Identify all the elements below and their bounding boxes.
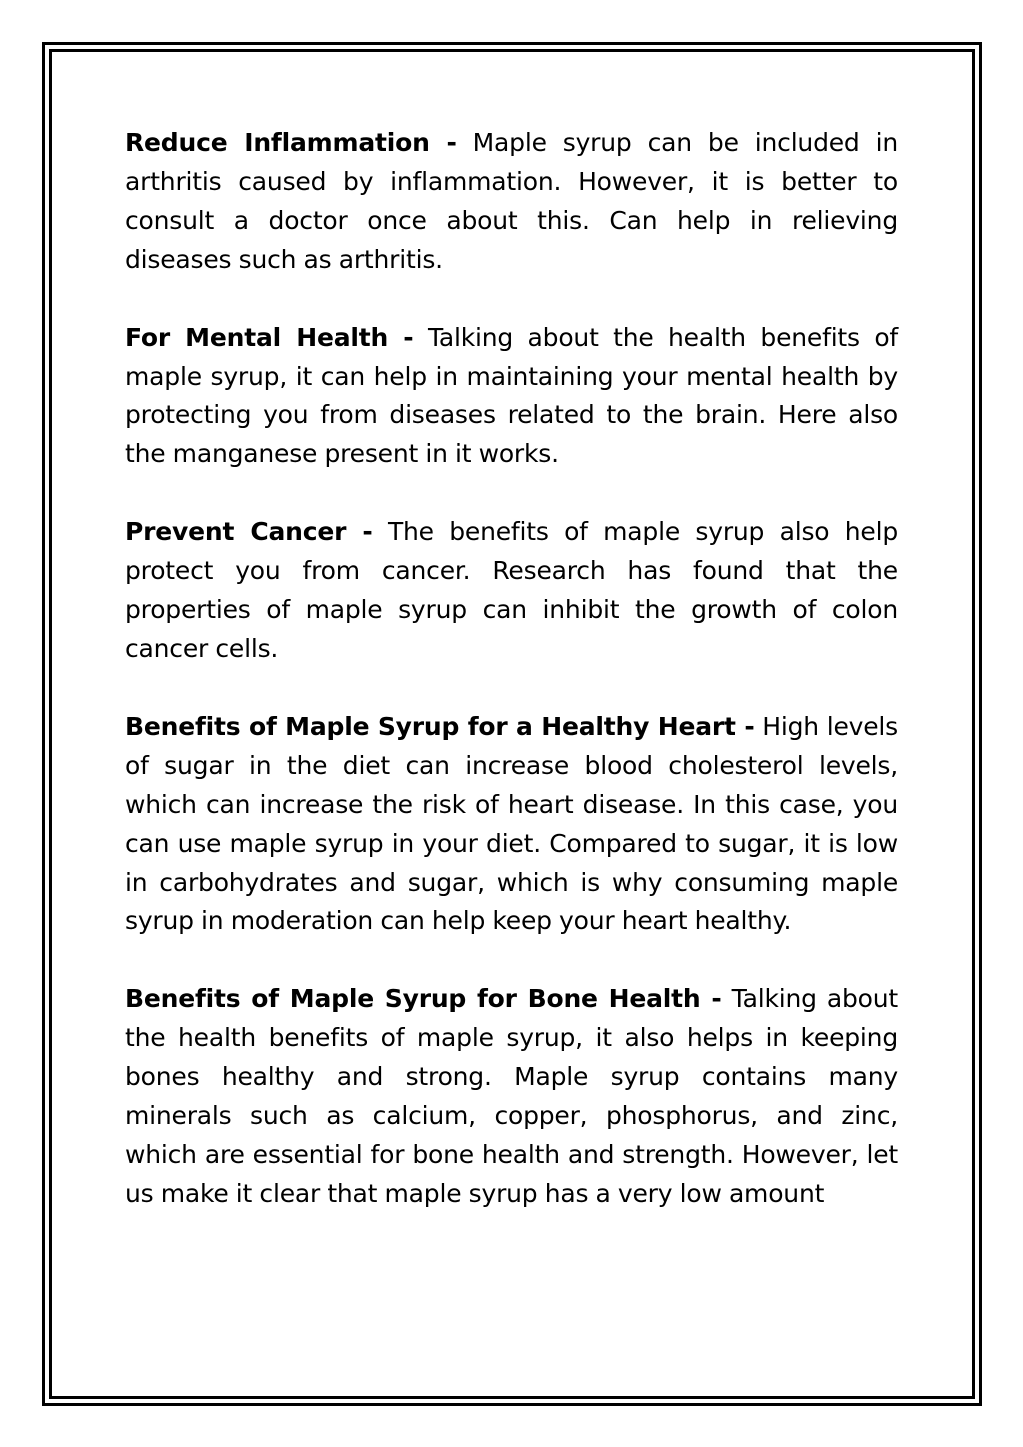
section-prevent-cancer	[125, 513, 898, 669]
section-text: High levels of sugar in the diet can increase blood cholesterol levels, which can increase the risk of heart disease. In this case, you can use maple syrup in your diet. Compared to sugar, it is low in carbohydrates and sugar, which is why consuming maple syrup in moderation can help keep your heart healthy.	[125, 711, 898, 936]
section-heading: Benefits of Maple Syrup for Bone Health -	[125, 984, 722, 1014]
section-heading: Prevent Cancer -	[125, 517, 373, 547]
section-mental-health	[125, 319, 898, 475]
document-body	[125, 124, 898, 1253]
section-heading: Benefits of Maple Syrup for a Healthy Heart -	[125, 711, 755, 741]
section-heading: For Mental Health -	[125, 322, 414, 352]
section-heading: Reduce Inflammation -	[125, 128, 457, 157]
section-reduce-inflammation	[125, 124, 898, 280]
section-text: The benefits of maple syrup also help protect you from cancer. Research has found that the properties of maple syrup can inhibit the growth of colon cancer cells.	[125, 517, 899, 663]
section-bone-health	[125, 980, 898, 1213]
section-text: Talking about the health benefits of maple syrup, it can help in maintaining your mental health by protecting you from diseases related to the brain. Here also the manganese present in it works.	[125, 322, 899, 469]
section-healthy-heart	[125, 708, 898, 941]
section-text: Maple syrup can be included in arthritis caused by inflammation. However, it is better to consult a doctor once about this. Can help in relieving diseases such as arthritis.	[125, 128, 898, 274]
section-text: Talking about the health benefits of maple syrup, it also helps in keeping bones healthy and strong. Maple syrup contains many minerals such as calcium, copper, phosphorus, and zinc, which are essential for bone health and strength. However, let us make it clear that maple syrup has a very low amount	[125, 984, 899, 1208]
